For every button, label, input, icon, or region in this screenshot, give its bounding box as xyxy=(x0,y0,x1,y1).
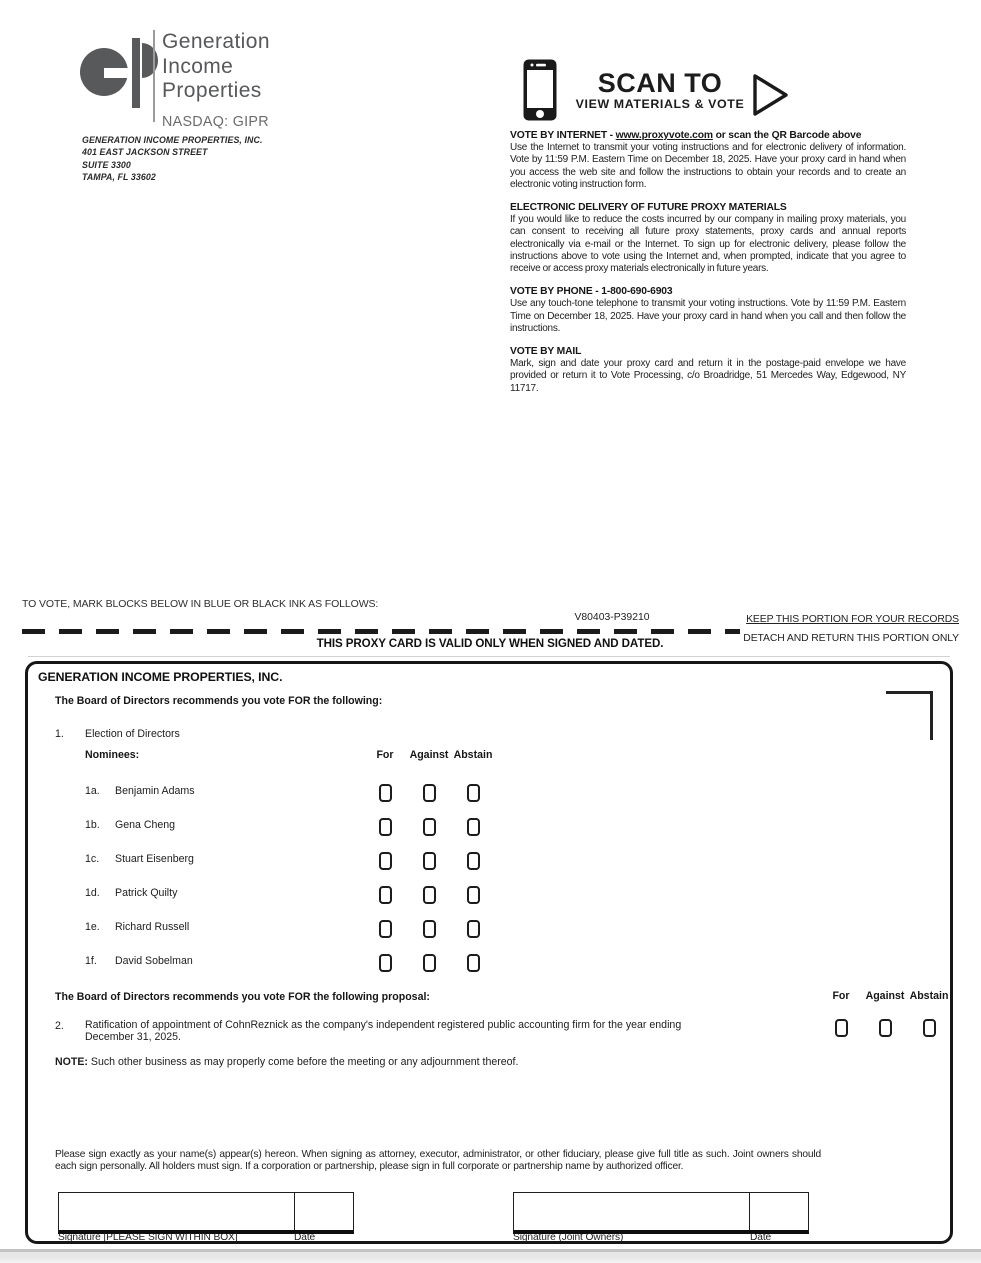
checkbox-1e-for[interactable] xyxy=(379,920,392,938)
column-header-abstain: Abstain xyxy=(453,749,493,761)
vote-by-internet-body: Use the Internet to transmit your voting instructions and for electronic delivery of information. Vote by 11:59 P.M. Eastern Time on December 18, 2025. Have your proxy card in hand when you access the web site and follow the instructions to obtain your records and to create an electronic voting instruction form. xyxy=(510,142,906,190)
card-company-title: GENERATION INCOME PROPERTIES, INC. xyxy=(38,670,283,684)
item-1-number: 1. xyxy=(55,728,64,740)
signature-primary-label: Signature [PLEASE SIGN WITHIN BOX] xyxy=(58,1232,238,1243)
note-text: Such other business as may properly come before the meeting or any adjournment thereof. xyxy=(87,1056,519,1068)
vote-by-internet-suffix: or scan the QR Barcode above xyxy=(712,130,862,141)
checkbox-1a-for[interactable] xyxy=(379,784,392,802)
checkbox-1e-abstain[interactable] xyxy=(467,920,480,938)
date-field-joint[interactable] xyxy=(750,1193,808,1230)
electronic-delivery-heading: ELECTRONIC DELIVERY OF FUTURE PROXY MATERIALS xyxy=(510,202,787,214)
note-line xyxy=(55,1056,855,1068)
logo-wordmark xyxy=(162,30,270,134)
gip-logo-icon xyxy=(80,35,160,111)
address-line: TAMPA, FL 33602 xyxy=(82,172,156,183)
date-field-primary[interactable] xyxy=(295,1193,353,1230)
page-bottom-scan-band xyxy=(0,1249,981,1263)
nominee-id: 1f. xyxy=(85,955,97,967)
keep-portion-text: KEEP THIS PORTION FOR YOUR RECORDS xyxy=(746,614,959,625)
checkbox-1c-against[interactable] xyxy=(423,852,436,870)
control-number: V80403-P39210 xyxy=(574,612,650,623)
signature-box-joint xyxy=(513,1192,809,1234)
vote-by-mail-heading: VOTE BY MAIL xyxy=(510,346,582,358)
detach-perforation-line xyxy=(22,629,740,634)
logo-word-line3: Properties xyxy=(162,79,262,102)
vote-by-mail-body: Mark, sign and date your proxy card and return it in the postage-paid envelope we have provided or return it to Vote Processing, c/o Broadridge, 51 Mercedes Way, Edgewood, NY 11717. xyxy=(510,358,906,394)
address-line: 401 EAST JACKSON STREET xyxy=(82,147,208,158)
signature-box-primary xyxy=(58,1192,354,1234)
signature-joint-label: Signature (Joint Owners) xyxy=(513,1232,624,1243)
nominee-name: Stuart Eisenberg xyxy=(115,853,194,865)
item-2-number: 2. xyxy=(55,1020,64,1032)
vote-by-internet-prefix: VOTE BY INTERNET - xyxy=(510,130,616,141)
nasdaq-ticker: NASDAQ: GIPR xyxy=(162,113,269,130)
proxyvote-link[interactable]: www.proxyvote.com xyxy=(615,130,713,141)
nominee-row-1f xyxy=(85,955,495,989)
valid-when-signed-notice: THIS PROXY CARD IS VALID ONLY WHEN SIGNED AND DATED. xyxy=(316,637,664,650)
corner-registration-mark xyxy=(886,691,933,740)
checkbox-1b-abstain[interactable] xyxy=(467,818,480,836)
checkbox-1b-against[interactable] xyxy=(423,818,436,836)
item-1-label: Election of Directors xyxy=(85,728,180,740)
column-header-against: Against xyxy=(865,990,905,1002)
board-recommendation-2: The Board of Directors recommends you vote FOR the following proposal: xyxy=(55,991,430,1003)
nominee-id: 1e. xyxy=(85,921,100,933)
signature-field-primary[interactable] xyxy=(59,1193,295,1230)
proposal-1-vote-columns xyxy=(363,749,495,761)
checkbox-2-for[interactable] xyxy=(835,1019,848,1037)
nominee-row-1d xyxy=(85,887,495,921)
checkbox-2-against[interactable] xyxy=(879,1019,892,1037)
proposal-2-vote-columns xyxy=(819,990,951,1002)
electronic-delivery-body: If you would like to reduce the costs incurred by our company in mailing proxy materials, you can consent to receiving all future proxy statements, proxy cards and annual reports electronically via e-mail or the Internet. To sign up for electronic delivery, please follow the instructions above to vote using the Internet and, when prompted, indicate that you agree to receive or access proxy materials electronically in future years. xyxy=(510,214,906,275)
item-2-text: Ratification of appointment of CohnReznick as the company's independent registered public accounting firm for the year ending December 31, 2025. xyxy=(85,1019,682,1043)
vote-by-internet-heading xyxy=(510,130,906,142)
checkbox-1f-for[interactable] xyxy=(379,954,392,972)
checkbox-1d-against[interactable] xyxy=(423,886,436,904)
detach-portion-text: DETACH AND RETURN THIS PORTION ONLY xyxy=(743,633,959,644)
nominee-name: Richard Russell xyxy=(115,921,190,933)
checkbox-1f-abstain[interactable] xyxy=(467,954,480,972)
scan-to-subtitle: VIEW MATERIALS & VOTE xyxy=(575,97,745,111)
nominee-id: 1c. xyxy=(85,853,100,865)
column-header-for: For xyxy=(376,749,394,761)
proposal-2-checkboxes xyxy=(819,1020,951,1037)
nominee-row-1c xyxy=(85,853,495,887)
smartphone-icon xyxy=(522,58,558,122)
logo-word-line2: Income xyxy=(162,54,234,78)
board-recommendation-1: The Board of Directors recommends you vote FOR the following: xyxy=(55,695,383,707)
checkbox-1e-against[interactable] xyxy=(423,920,436,938)
mark-blocks-instruction: TO VOTE, MARK BLOCKS BELOW IN BLUE OR BLACK INK AS FOLLOWS: xyxy=(22,598,379,610)
date-primary-label: Date xyxy=(294,1232,316,1243)
note-label: NOTE: xyxy=(55,1056,88,1068)
checkbox-1a-against[interactable] xyxy=(423,784,436,802)
logo-word-line1: Generation xyxy=(162,30,270,53)
arrow-right-icon xyxy=(753,74,789,116)
checkbox-1d-abstain[interactable] xyxy=(467,886,480,904)
checkbox-1c-for[interactable] xyxy=(379,852,392,870)
checkbox-1f-against[interactable] xyxy=(423,954,436,972)
nominee-row-1e xyxy=(85,921,495,955)
nominee-id: 1d. xyxy=(85,887,100,899)
nominee-row-1a xyxy=(85,785,495,819)
vote-methods-column xyxy=(510,130,906,406)
checkbox-1b-for[interactable] xyxy=(379,818,392,836)
vote-by-phone-body: Use any touch-tone telephone to transmit your voting instructions. Vote by 11:59 P.M. Eastern Time on December 18, 2025. Have your proxy card in hand when you call and then follow the instructions. xyxy=(510,298,906,334)
nominees-label: Nominees: xyxy=(85,749,140,761)
column-header-against: Against xyxy=(409,749,449,761)
signing-instructions: Please sign exactly as your name(s) appear(s) hereon. When signing as attorney, executor, administrator, or other fiduciary, please give full title as such. Joint owners should each sign personally. All holders must sign. If a corporation or partnership, please sign in full corporate or partnership name by authorized officer. xyxy=(55,1149,821,1173)
nominee-name: David Sobelman xyxy=(115,955,193,967)
checkbox-1a-abstain[interactable] xyxy=(467,784,480,802)
signature-field-joint[interactable] xyxy=(514,1193,750,1230)
nominee-name: Patrick Quilty xyxy=(115,887,178,899)
date-joint-label: Date xyxy=(750,1232,772,1243)
scan-to-title: SCAN TO xyxy=(597,68,723,98)
nominee-id: 1a. xyxy=(85,785,100,797)
checkbox-2-abstain[interactable] xyxy=(923,1019,936,1037)
nominee-name: Benjamin Adams xyxy=(115,785,195,797)
column-header-for: For xyxy=(832,990,850,1002)
column-header-abstain: Abstain xyxy=(909,990,949,1002)
company-address xyxy=(82,134,263,184)
address-line: GENERATION INCOME PROPERTIES, INC. xyxy=(82,135,263,145)
checkbox-1d-for[interactable] xyxy=(379,886,392,904)
address-line: SUITE 3300 xyxy=(82,159,131,170)
checkbox-1c-abstain[interactable] xyxy=(467,852,480,870)
nominee-name: Gena Cheng xyxy=(115,819,176,831)
nominee-id: 1b. xyxy=(85,819,100,831)
logo-divider xyxy=(153,30,155,122)
faint-separator-line xyxy=(28,656,950,657)
proxy-ballot-card xyxy=(25,661,953,1244)
nominee-list xyxy=(85,785,495,989)
nominee-row-1b xyxy=(85,819,495,853)
vote-by-phone-heading: VOTE BY PHONE - 1-800-690-6903 xyxy=(510,286,673,298)
